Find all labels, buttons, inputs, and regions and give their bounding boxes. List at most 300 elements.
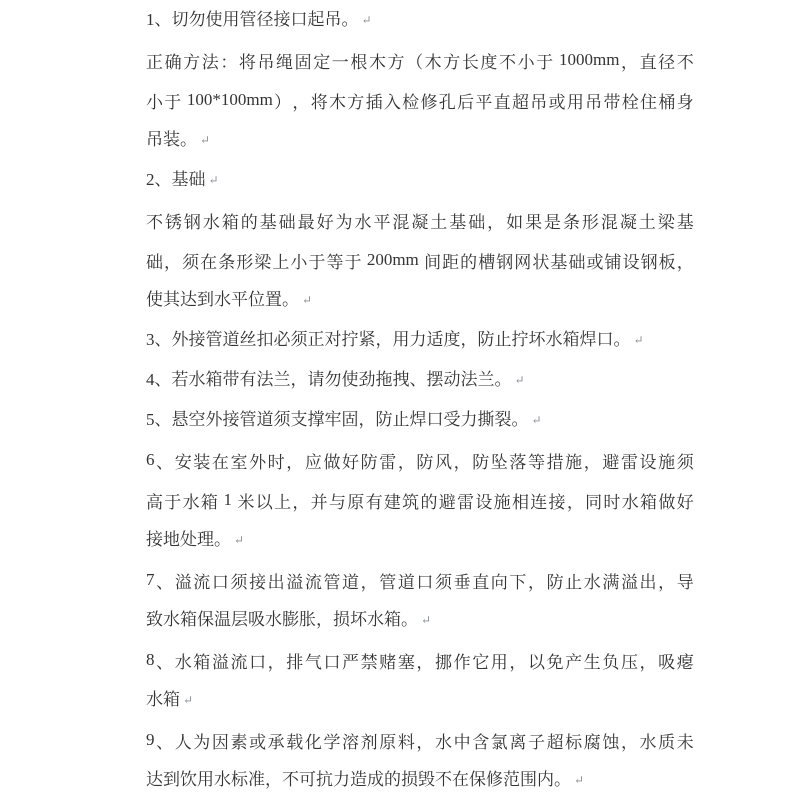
text-token: ， xyxy=(292,492,310,512)
paragraph xyxy=(146,400,694,440)
text-token: 因 xyxy=(211,732,229,752)
text-token: 高 xyxy=(146,492,163,512)
text-token: ， xyxy=(416,732,434,752)
text-token: 距 xyxy=(442,252,460,272)
text-token: 出 xyxy=(267,572,285,592)
text-token: 建 xyxy=(383,492,401,512)
text-token: 为 xyxy=(193,732,211,752)
text-token: 等 xyxy=(527,452,545,472)
text-line xyxy=(146,640,694,680)
text-token: ， xyxy=(453,452,471,472)
text-line xyxy=(146,760,694,800)
text-token: 排 xyxy=(286,652,304,672)
text-token: 、 xyxy=(156,652,174,672)
text-token: 须 xyxy=(435,572,452,592)
text-run: 水箱 xyxy=(146,690,180,709)
text-token: 检 xyxy=(402,92,420,112)
text-token: 未 xyxy=(676,732,694,752)
text-token: 将 xyxy=(310,92,328,112)
paragraph-mark-icon: ↵ xyxy=(234,533,245,547)
text-run: 使其达到水平位置。 xyxy=(146,290,299,309)
text-token: 米 xyxy=(237,492,255,512)
text-token: 料 xyxy=(397,732,415,752)
text-token: 相 xyxy=(511,492,529,512)
text-token: 以 xyxy=(255,492,273,512)
text-token: 住 xyxy=(640,92,658,112)
text-token: 状 xyxy=(532,252,550,272)
text-token: （ xyxy=(406,52,424,72)
text-token: 箱 xyxy=(193,652,211,672)
text-token: 载 xyxy=(286,732,304,752)
text-token: 做 xyxy=(323,452,341,472)
text-token: 离 xyxy=(509,732,527,752)
text-token: 钢 xyxy=(640,252,658,272)
text-token: ， xyxy=(509,652,527,672)
text-token: 形 xyxy=(581,212,599,232)
text-token: 小 xyxy=(146,92,163,112)
paragraph-mark-icon: ↵ xyxy=(302,293,313,307)
text-token: 6 xyxy=(146,450,155,469)
text-token: 凝 xyxy=(619,212,637,232)
text-token: 或 xyxy=(586,252,604,272)
text-token: ， xyxy=(292,92,310,112)
text-token: 方 xyxy=(387,52,405,72)
text-token: 直 xyxy=(493,92,511,112)
text-token: 1000mm xyxy=(554,50,620,69)
text-token: ， xyxy=(620,732,638,752)
text-line xyxy=(146,120,694,160)
text-token: 木 xyxy=(328,92,346,112)
text-token: 条 xyxy=(218,252,236,272)
text-token: 梁 xyxy=(254,252,272,272)
paragraph xyxy=(146,200,694,320)
text-token: 原 xyxy=(347,492,365,512)
text-token: 水 xyxy=(182,492,200,512)
text-token: 水 xyxy=(202,212,220,232)
text-token: 外 xyxy=(249,452,267,472)
text-token: 混 xyxy=(392,212,410,232)
text-token: 插 xyxy=(365,92,383,112)
text-token: 最 xyxy=(297,212,315,232)
text-token: 吸 xyxy=(658,652,676,672)
text-run: 1、切勿使用管径接口起吊。 xyxy=(146,10,359,29)
text-line xyxy=(146,400,694,440)
text-token: 导 xyxy=(676,572,694,592)
text-token: 好 xyxy=(676,492,694,512)
text-line xyxy=(146,560,694,600)
text-token: 、 xyxy=(156,452,174,472)
text-token: 时 xyxy=(267,452,285,472)
text-token: 标 xyxy=(565,732,583,752)
text-token: 剂 xyxy=(360,732,378,752)
text-token: 化 xyxy=(304,732,322,752)
text-token: 的 xyxy=(460,252,478,272)
text-token: 直 xyxy=(472,572,490,592)
text-token: 用 xyxy=(490,652,508,672)
text-token: 水 xyxy=(354,212,372,232)
text-token: 吊 xyxy=(257,52,275,72)
text-token: 小 xyxy=(517,52,535,72)
text-token: 上 xyxy=(274,492,292,512)
text-token: 、 xyxy=(156,572,174,592)
text-token: 室 xyxy=(230,452,248,472)
text-token: 不 xyxy=(146,212,163,232)
text-run: 5、悬空外接管道须支撑牢固，防止焊口受力撕裂。 xyxy=(146,410,529,429)
text-token: 设 xyxy=(475,492,493,512)
text-token: 坠 xyxy=(490,452,508,472)
text-token: 形 xyxy=(236,252,254,272)
text-token: 果 xyxy=(525,212,543,232)
text-token: 础 xyxy=(278,212,296,232)
text-token: ， xyxy=(397,452,415,472)
text-token: 措 xyxy=(546,452,564,472)
text-token: 度 xyxy=(480,52,498,72)
paragraph-mark-icon: ↵ xyxy=(183,693,194,707)
text-token: 落 xyxy=(509,452,527,472)
text-token: 好 xyxy=(342,452,360,472)
text-token: 水 xyxy=(435,732,452,752)
text-token: ， xyxy=(164,252,182,272)
text-token: 接 xyxy=(548,492,566,512)
text-token: 好 xyxy=(316,212,334,232)
paragraph-mark-icon: ↵ xyxy=(574,773,585,787)
text-token: 施 xyxy=(658,452,676,472)
text-token: 腐 xyxy=(583,732,601,752)
text-token: 凝 xyxy=(411,212,429,232)
text-token: 子 xyxy=(527,732,545,752)
text-token: 在 xyxy=(200,252,218,272)
text-token: 防 xyxy=(416,452,434,472)
text-line xyxy=(146,240,694,280)
text-token: 不 xyxy=(676,52,694,72)
text-line xyxy=(146,280,694,320)
text-token: 严 xyxy=(342,652,360,672)
text-token: 正 xyxy=(146,52,163,72)
paragraph xyxy=(146,40,694,160)
text-token: 与 xyxy=(328,492,346,512)
text-token: 道 xyxy=(397,572,415,592)
text-token: 应 xyxy=(304,452,322,472)
text-token: 基 xyxy=(550,252,568,272)
text-token: 溢 xyxy=(174,572,192,592)
text-token: 基 xyxy=(676,212,694,232)
text-token: 承 xyxy=(267,732,285,752)
text-token: 满 xyxy=(602,572,620,592)
text-token: 直 xyxy=(639,52,657,72)
paragraph-mark-icon: ↵ xyxy=(514,373,525,387)
text-token: 免 xyxy=(546,652,564,672)
text-token: 锈 xyxy=(164,212,182,232)
text-token: 接 xyxy=(249,572,267,592)
text-token: 箱 xyxy=(221,212,239,232)
text-token: 超 xyxy=(546,732,564,752)
paragraph-mark-icon: ↵ xyxy=(361,13,372,27)
text-token: 不 xyxy=(498,52,516,72)
text-token: ， xyxy=(676,252,694,272)
text-token: 做 xyxy=(658,492,676,512)
text-token: 学 xyxy=(323,732,341,752)
text-token: 出 xyxy=(639,572,657,592)
text-token: 管 xyxy=(379,572,397,592)
text-token: 础 xyxy=(468,212,486,232)
text-token: 瘪 xyxy=(676,652,694,672)
text-token: 防 xyxy=(472,452,490,472)
text-token: ， xyxy=(360,572,378,592)
text-token: 200mm xyxy=(362,250,424,269)
text-token: 于 xyxy=(164,92,182,112)
text-token: 绳 xyxy=(276,52,294,72)
text-token: 赌 xyxy=(379,652,397,672)
text-token: 施 xyxy=(493,492,511,512)
text-token: 钢 xyxy=(183,212,201,232)
text-token: 础 xyxy=(146,252,163,272)
text-token: 平 xyxy=(475,92,493,112)
paragraph xyxy=(146,360,694,400)
text-token: 避 xyxy=(438,492,456,512)
text-token: 于 xyxy=(344,252,362,272)
text-line xyxy=(146,200,694,240)
text-token: 口 xyxy=(323,652,341,672)
text-token: 禁 xyxy=(360,652,378,672)
text-token: 梁 xyxy=(657,212,675,232)
text-token: 如 xyxy=(506,212,524,232)
text-token: 流 xyxy=(193,572,211,592)
text-token: 须 xyxy=(182,252,200,272)
text-token: 定 xyxy=(313,52,331,72)
text-token: 方 xyxy=(443,52,461,72)
text-token: 装 xyxy=(193,452,211,472)
text-token: 雷 xyxy=(379,452,397,472)
text-token: 8 xyxy=(146,650,155,669)
text-token: 溢 xyxy=(211,652,229,672)
text-line xyxy=(146,520,694,560)
text-token: 口 xyxy=(416,572,434,592)
text-token: 或 xyxy=(249,732,267,752)
text-line xyxy=(146,80,694,120)
text-token: 确 xyxy=(164,52,182,72)
text-token: 溢 xyxy=(620,572,638,592)
text-token: 小 xyxy=(290,252,308,272)
text-token: 间 xyxy=(424,252,442,272)
paragraph-mark-icon: ↵ xyxy=(200,133,211,147)
paragraph-mark-icon: ↵ xyxy=(421,613,432,627)
text-token: 须 xyxy=(230,572,248,592)
text-token: 径 xyxy=(658,52,676,72)
paragraph xyxy=(146,560,694,640)
text-token: 木 xyxy=(368,52,386,72)
text-token: 长 xyxy=(461,52,479,72)
text-run: 吊装。 xyxy=(146,130,197,149)
text-token: 用 xyxy=(566,92,584,112)
text-token: 土 xyxy=(430,212,448,232)
text-token: 溶 xyxy=(342,732,360,752)
paragraph-mark-icon: ↵ xyxy=(208,173,219,187)
text-token: 止 xyxy=(565,572,583,592)
text-token: 防 xyxy=(546,572,564,592)
text-token: 箱 xyxy=(640,492,658,512)
text-token: 避 xyxy=(602,452,620,472)
text-token: 流 xyxy=(304,572,322,592)
text-token: 上 xyxy=(272,252,290,272)
text-line xyxy=(146,160,694,200)
text-token: 于 xyxy=(164,492,182,512)
text-token: 须 xyxy=(676,452,694,472)
text-line xyxy=(146,440,694,480)
text-token: ） xyxy=(274,92,292,112)
text-token: 垂 xyxy=(453,572,471,592)
text-token: 于 xyxy=(308,252,326,272)
text-run: 3、外接管道丝扣必须正对拧紧，用力适度，防止拧坏水箱焊口。 xyxy=(146,330,631,349)
text-token: 含 xyxy=(472,732,490,752)
text-token: 钢 xyxy=(496,252,514,272)
text-line xyxy=(146,480,694,520)
text-token: 身 xyxy=(676,92,694,112)
text-run: 致水箱保温层吸水膨胀，损坏水箱。 xyxy=(146,610,418,629)
text-token: 连 xyxy=(530,492,548,512)
text-run: 接地处理。 xyxy=(146,530,231,549)
text-token: 一 xyxy=(331,52,349,72)
text-token: 槽 xyxy=(478,252,496,272)
text-token: 带 xyxy=(603,92,621,112)
text-token: 水 xyxy=(174,652,192,672)
text-token: 蚀 xyxy=(602,732,620,752)
text-token: 气 xyxy=(304,652,322,672)
text-token: 板 xyxy=(658,252,676,272)
text-token: ， xyxy=(527,572,545,592)
text-token: 混 xyxy=(600,212,618,232)
text-token: 挪 xyxy=(435,652,452,672)
text-token: 入 xyxy=(383,92,401,112)
text-token: 等 xyxy=(326,252,344,272)
text-token: ， xyxy=(267,652,285,672)
text-token: 生 xyxy=(583,652,601,672)
text-token: 桶 xyxy=(658,92,676,112)
text-token: 1 xyxy=(219,490,237,509)
text-token: 9 xyxy=(146,730,155,749)
text-token: 条 xyxy=(562,212,580,232)
text-token: 作 xyxy=(453,652,471,672)
text-token: 时 xyxy=(603,492,621,512)
text-token: ， xyxy=(639,652,657,672)
paragraph xyxy=(146,640,694,720)
text-token: 质 xyxy=(658,732,676,752)
text-token: 产 xyxy=(565,652,583,672)
text-token: 道 xyxy=(342,572,360,592)
text-token: 口 xyxy=(249,652,267,672)
text-token: ， xyxy=(416,652,434,672)
text-token: ， xyxy=(621,52,638,72)
text-token: 以 xyxy=(527,652,545,672)
text-token: 网 xyxy=(514,252,532,272)
text-token: 基 xyxy=(259,212,277,232)
text-token: 氯 xyxy=(490,732,508,752)
text-token: 雷 xyxy=(620,452,638,472)
text-token: 中 xyxy=(453,732,471,752)
document-body xyxy=(146,0,694,800)
text-line xyxy=(146,680,694,720)
text-token: 压 xyxy=(620,652,638,672)
text-token: 安 xyxy=(174,452,192,472)
text-token: 修 xyxy=(420,92,438,112)
text-token: 土 xyxy=(638,212,656,232)
text-token: 方 xyxy=(347,92,365,112)
text-token: 筑 xyxy=(402,492,420,512)
text-token: ， xyxy=(566,492,584,512)
text-token: 并 xyxy=(310,492,328,512)
text-token: 、 xyxy=(156,732,174,752)
text-token: 后 xyxy=(457,92,475,112)
paragraph-mark-icon: ↵ xyxy=(633,333,644,347)
text-token: 水 xyxy=(639,732,657,752)
text-token: 设 xyxy=(622,252,640,272)
text-token: 防 xyxy=(360,452,378,472)
text-line xyxy=(146,360,694,400)
text-token: 础 xyxy=(568,252,586,272)
text-token: 孔 xyxy=(438,92,456,112)
text-token: 同 xyxy=(585,492,603,512)
text-token: 管 xyxy=(323,572,341,592)
text-token: ， xyxy=(286,452,304,472)
text-token: 施 xyxy=(565,452,583,472)
paragraph xyxy=(146,160,694,200)
text-token: 人 xyxy=(174,732,192,752)
text-token: 负 xyxy=(602,652,620,672)
text-token: 向 xyxy=(490,572,508,592)
text-token: 设 xyxy=(639,452,657,472)
text-line xyxy=(146,320,694,360)
text-token: 口 xyxy=(211,572,229,592)
text-token: 将 xyxy=(238,52,256,72)
text-token: 流 xyxy=(230,652,248,672)
text-token: 是 xyxy=(544,212,562,232)
text-line xyxy=(146,600,694,640)
text-run: 达到饮用水标准，不可抗力造成的损毁不在保修范围内。 xyxy=(146,770,571,789)
text-token: 铺 xyxy=(604,252,622,272)
text-run: 4、若水箱带有法兰，请勿使劲拖拽、摆动法兰。 xyxy=(146,370,512,389)
text-token: 箱 xyxy=(200,492,218,512)
text-token: 水 xyxy=(583,572,601,592)
text-token: 基 xyxy=(449,212,467,232)
text-line xyxy=(146,720,694,760)
text-token: 固 xyxy=(294,52,312,72)
text-token: 原 xyxy=(379,732,397,752)
text-token: ， xyxy=(658,572,676,592)
text-token: 于 xyxy=(536,52,554,72)
text-token: 的 xyxy=(420,492,438,512)
text-token: ： xyxy=(220,52,238,72)
text-token: 雷 xyxy=(457,492,475,512)
text-token: 100*100mm xyxy=(182,90,273,109)
text-token: 根 xyxy=(350,52,368,72)
text-token: 在 xyxy=(211,452,229,472)
text-token: 素 xyxy=(230,732,248,752)
text-token: 7 xyxy=(146,570,155,589)
paragraph xyxy=(146,720,694,800)
text-token: 下 xyxy=(509,572,527,592)
paragraph-mark-icon: ↵ xyxy=(531,413,542,427)
paragraph xyxy=(146,440,694,560)
text-token: 为 xyxy=(335,212,353,232)
paragraph xyxy=(146,0,694,40)
text-token: 木 xyxy=(424,52,442,72)
text-token: 或 xyxy=(548,92,566,112)
text-token: 吊 xyxy=(585,92,603,112)
text-token: 法 xyxy=(201,52,219,72)
text-token: 栓 xyxy=(621,92,639,112)
text-token: 水 xyxy=(621,492,639,512)
text-token: 超 xyxy=(511,92,529,112)
paragraph xyxy=(146,320,694,360)
